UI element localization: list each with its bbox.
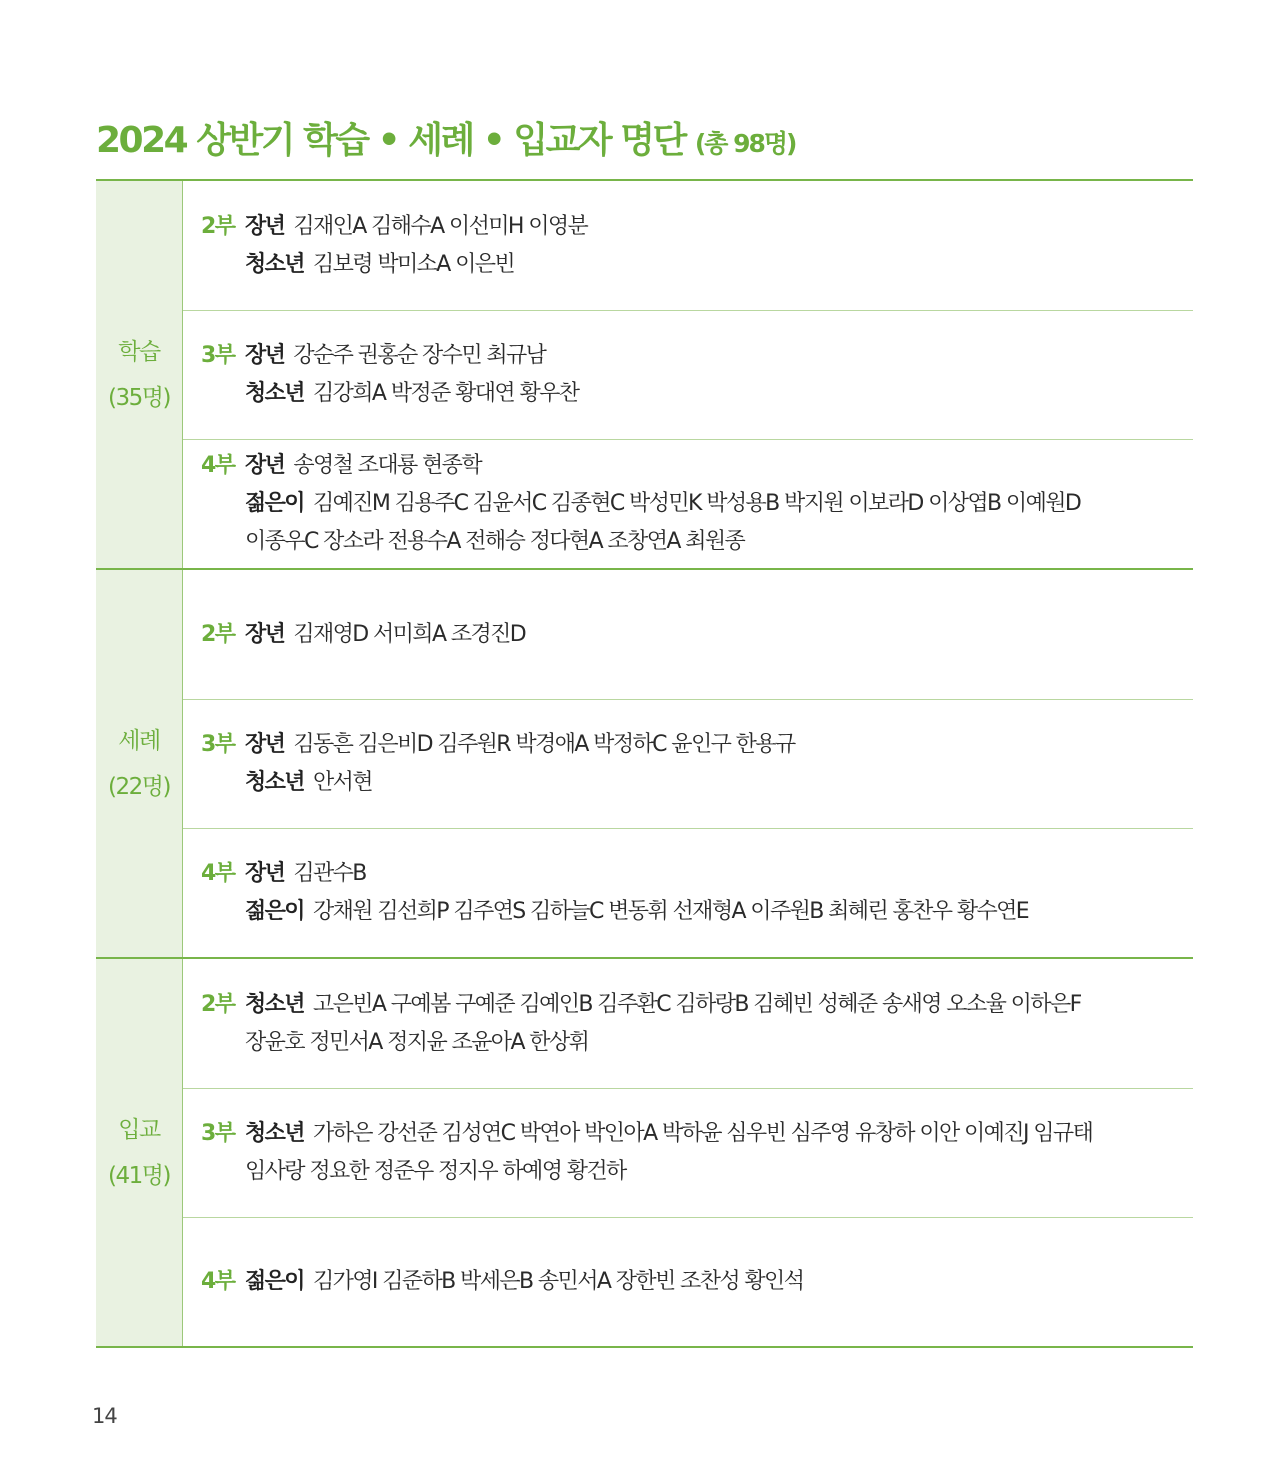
service-part <box>201 893 245 931</box>
roster-row <box>183 1088 1193 1217</box>
section-name: 세례 <box>118 727 160 754</box>
roster-line <box>201 764 1193 802</box>
roster-line-body <box>245 1024 1193 1062</box>
roster-row <box>183 181 1193 310</box>
roster-line <box>201 1263 1193 1301</box>
section-label <box>96 570 183 957</box>
roster-line-body <box>245 1153 1193 1191</box>
roster-line <box>201 1153 1193 1191</box>
member-names: 김가영I 김준하B 박세은B 송민서A 장한빈 조찬성 황인석 <box>312 1269 804 1294</box>
page-title-main: 2024 상반기 학습 • 세례 • 입교자 명단 <box>96 120 685 161</box>
member-names: 김보령 박미소A 이은빈 <box>312 251 515 277</box>
service-part: 4부 <box>201 453 235 478</box>
roster-line-body <box>245 1263 1193 1301</box>
roster-line-body <box>245 523 1193 561</box>
member-names: 강순주 권홍순 장수민 최규남 <box>293 343 546 368</box>
section-label <box>96 959 183 1346</box>
service-part <box>201 1024 245 1062</box>
roster-section <box>96 568 1193 957</box>
roster-row <box>183 699 1193 828</box>
member-names: 강채원 김선희P 김주연S 김하늘C 변동휘 선재형A 이주원B 최혜린 홍찬우 황수연E <box>312 899 1029 924</box>
roster-line-body <box>245 764 1193 802</box>
roster-line <box>201 447 1193 485</box>
age-category: 청소년 <box>245 381 304 406</box>
age-category: 장년 <box>245 861 285 886</box>
page-title-total: (총 98명) <box>694 129 796 158</box>
member-names: 김동흔 김은비D 김주원R 박경애A 박정하C 윤인구 한용규 <box>293 732 795 757</box>
roster-line-body <box>245 485 1193 523</box>
roster-line-body <box>245 855 1193 893</box>
roster-line-body <box>245 1115 1193 1153</box>
roster-line <box>201 893 1193 931</box>
age-category: 젊은이 <box>245 1269 304 1294</box>
roster-line <box>201 986 1193 1024</box>
member-names: 장윤호 정민서A 정지윤 조윤아A 한상휘 <box>245 1029 589 1055</box>
roster-line-body <box>245 616 1193 654</box>
section-count: (41명) <box>108 1162 170 1189</box>
roster-line <box>201 375 1193 413</box>
member-names: 이종우C 장소라 전용수A 전해승 정다현A 조창연A 최원종 <box>245 529 745 554</box>
service-part: 3부 <box>201 1121 235 1146</box>
member-names: 안서현 <box>312 770 372 795</box>
member-names: 김강희A 박정준 황대연 황우찬 <box>312 381 579 406</box>
age-category: 장년 <box>245 732 285 757</box>
section-count: (35명) <box>108 384 170 411</box>
roster-line <box>201 1024 1193 1062</box>
service-part: 3부 <box>201 343 235 368</box>
age-category: 장년 <box>245 453 285 478</box>
roster-line <box>201 616 1193 654</box>
age-category: 젊은이 <box>245 899 304 924</box>
member-names: 김예진M 김용주C 김윤서C 김종현C 박성민K 박성용B 박지원 이보라D 이상엽B 이예원D <box>312 491 1081 516</box>
service-part <box>201 1153 245 1191</box>
roster-row <box>183 570 1193 699</box>
age-category: 장년 <box>245 621 285 647</box>
roster-line <box>201 246 1193 284</box>
roster-line <box>201 726 1193 764</box>
roster-line-body <box>245 986 1193 1024</box>
roster-section <box>96 181 1193 568</box>
roster-line-body <box>245 893 1193 931</box>
roster-line <box>201 485 1193 523</box>
member-names: 임사랑 정요한 정준우 정지우 하예영 황건하 <box>245 1159 626 1184</box>
roster-section <box>96 957 1193 1346</box>
roster-line <box>201 337 1193 375</box>
roster-line-body <box>245 246 1193 284</box>
roster-line-body <box>245 375 1193 413</box>
member-names: 김재인A 김해수A 이선미H 이영분 <box>293 213 588 239</box>
roster-row <box>183 439 1193 568</box>
roster-row <box>183 1217 1193 1346</box>
service-part: 2부 <box>201 621 235 647</box>
member-names: 송영철 조대룡 현종학 <box>293 453 481 478</box>
roster-row <box>183 959 1193 1088</box>
roster-table <box>96 179 1193 1348</box>
age-category: 청소년 <box>245 991 304 1017</box>
section-rows <box>183 570 1193 957</box>
page-title <box>96 112 795 163</box>
roster-line-body <box>245 208 1193 246</box>
service-part <box>201 523 245 561</box>
age-category: 청소년 <box>245 770 304 795</box>
age-category: 청소년 <box>245 251 304 277</box>
roster-line-body <box>245 447 1193 485</box>
member-names: 고은빈A 구예봄 구예준 김예인B 김주환C 김하랑B 김혜빈 성혜준 송새영 오소율 이하은F <box>312 991 1081 1017</box>
service-part: 3부 <box>201 732 235 757</box>
section-count: (22명) <box>108 773 170 800</box>
service-part <box>201 485 245 523</box>
roster-line <box>201 1115 1193 1153</box>
service-part: 2부 <box>201 213 235 239</box>
age-category: 젊은이 <box>245 491 304 516</box>
section-name: 입교 <box>118 1116 160 1143</box>
page-number: 14 <box>92 1404 117 1428</box>
roster-row <box>183 310 1193 439</box>
roster-line-body <box>245 726 1193 764</box>
section-rows <box>183 959 1193 1346</box>
service-part: 2부 <box>201 991 235 1017</box>
roster-line <box>201 855 1193 893</box>
roster-line <box>201 208 1193 246</box>
member-names: 가하은 강선준 김성연C 박연아 박인아A 박하윤 심우빈 심주영 유창하 이안 이예진J 임규태 <box>312 1121 1093 1146</box>
section-name: 학습 <box>118 338 160 365</box>
service-part: 4부 <box>201 1269 235 1294</box>
age-category: 청소년 <box>245 1121 304 1146</box>
age-category: 장년 <box>245 213 285 239</box>
section-label <box>96 181 183 568</box>
roster-line-body <box>245 337 1193 375</box>
roster-line <box>201 523 1193 561</box>
service-part <box>201 246 245 284</box>
member-names: 김관수B <box>293 861 366 886</box>
section-rows <box>183 181 1193 568</box>
age-category: 장년 <box>245 343 285 368</box>
roster-row <box>183 828 1193 957</box>
service-part <box>201 375 245 413</box>
service-part: 4부 <box>201 861 235 886</box>
service-part <box>201 764 245 802</box>
member-names: 김재영D 서미희A 조경진D <box>293 621 526 647</box>
